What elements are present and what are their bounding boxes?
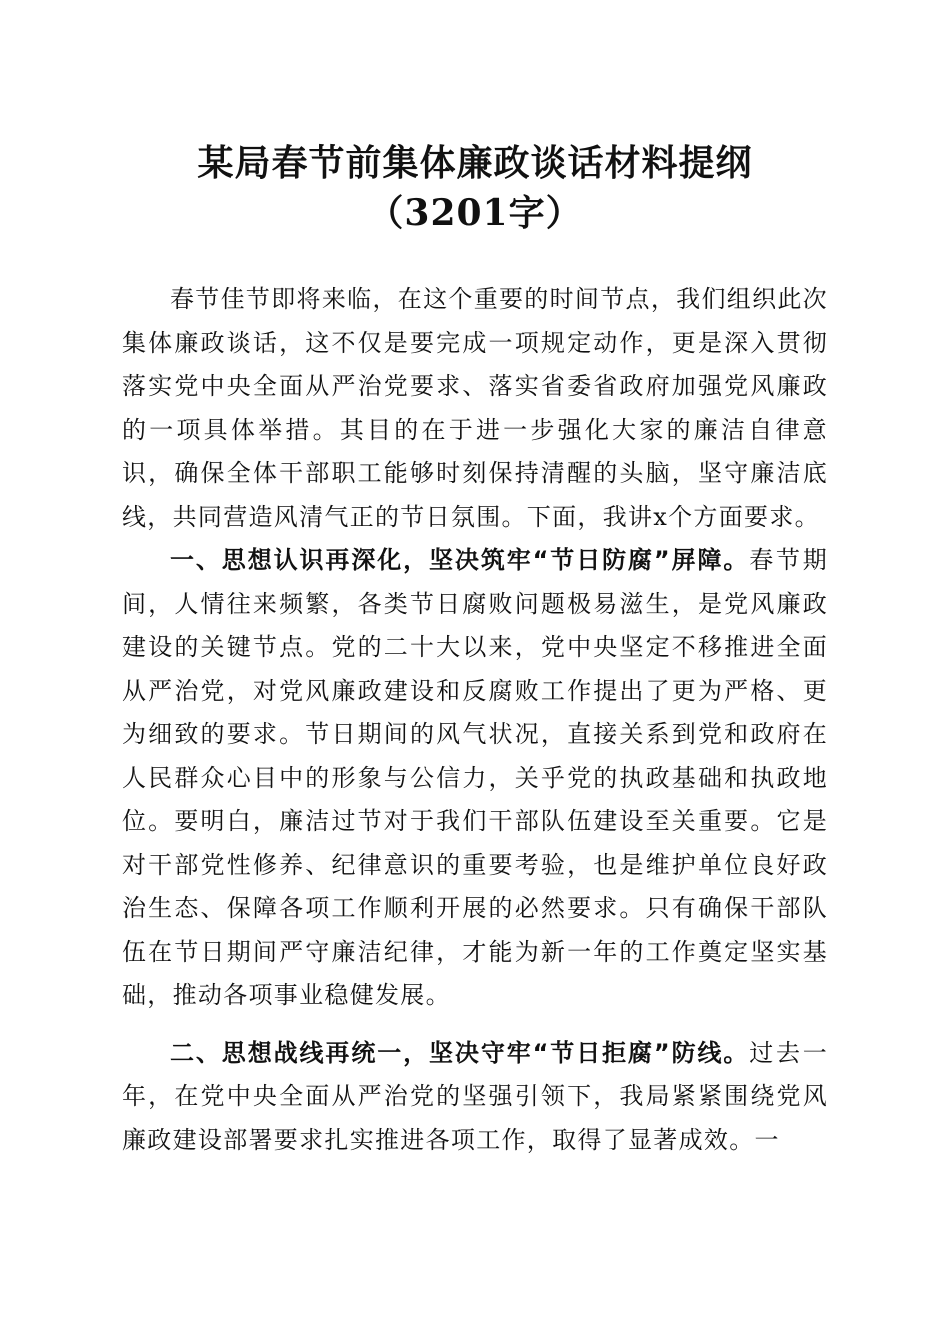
paragraph-text: 春节佳节即将来临，在这个重要的时间节点，我们组织此次集体廉政谈话，这不仅是要完成一项规定动作，更是深入贯彻落实党中央全面从严治党要求、落实省委省政府加强党风廉政的一项具体举措。其目的在于进一步强化大家的廉洁自律意识，确保全体干部职工能够时刻保持清醒的头脑，坚守廉洁底线，共同营造风清气正的节日氛围。下面，我讲x个方面要求。 <box>122 285 828 531</box>
document-body <box>122 278 828 1162</box>
section-two-heading: 二、思想战线再统一，坚决守牢“节日拒腐”防线。 <box>170 1038 750 1067</box>
paragraph-text: 过去一年，在党中央全面从严治党的坚强引领下，我局紧紧围绕党风廉政建设部署要求扎实推进各项工作，取得了显著成效。一 <box>122 1038 829 1154</box>
section-one-paragraph <box>122 539 828 1018</box>
document-title: 某局春节前集体廉政谈话材料提纲（3201字） <box>197 142 753 234</box>
paragraph-text: 春节期间，人情往来频繁，各类节日腐败问题极易滋生，是党风廉政建设的关键节点。党的二十大以来，党中央坚定不移推进全面从严治党，对党风廉政建设和反腐败工作提出了更为严格、更为细致的要求。节日期间的风气状况，直接关系到党和政府在人民群众心目中的形象与公信力，关乎党的执政基础和执政地位。要明白，廉洁过节对于我们干部队伍建设至关重要。它是对干部党性修养、纪律意识的重要考验，也是维护单位良好政治生态、保障各项工作顺利开展的必然要求。只有确保干部队伍在节日期间严守廉洁纪律，才能为新一年的工作奠定坚实基础，推动各项事业稳健发展。 <box>122 546 829 1009</box>
section-one-heading: 一、思想认识再深化，坚决筑牢“节日防腐”屏障。 <box>170 546 750 574</box>
intro-paragraph <box>122 278 828 539</box>
section-two-paragraph <box>122 1032 828 1163</box>
